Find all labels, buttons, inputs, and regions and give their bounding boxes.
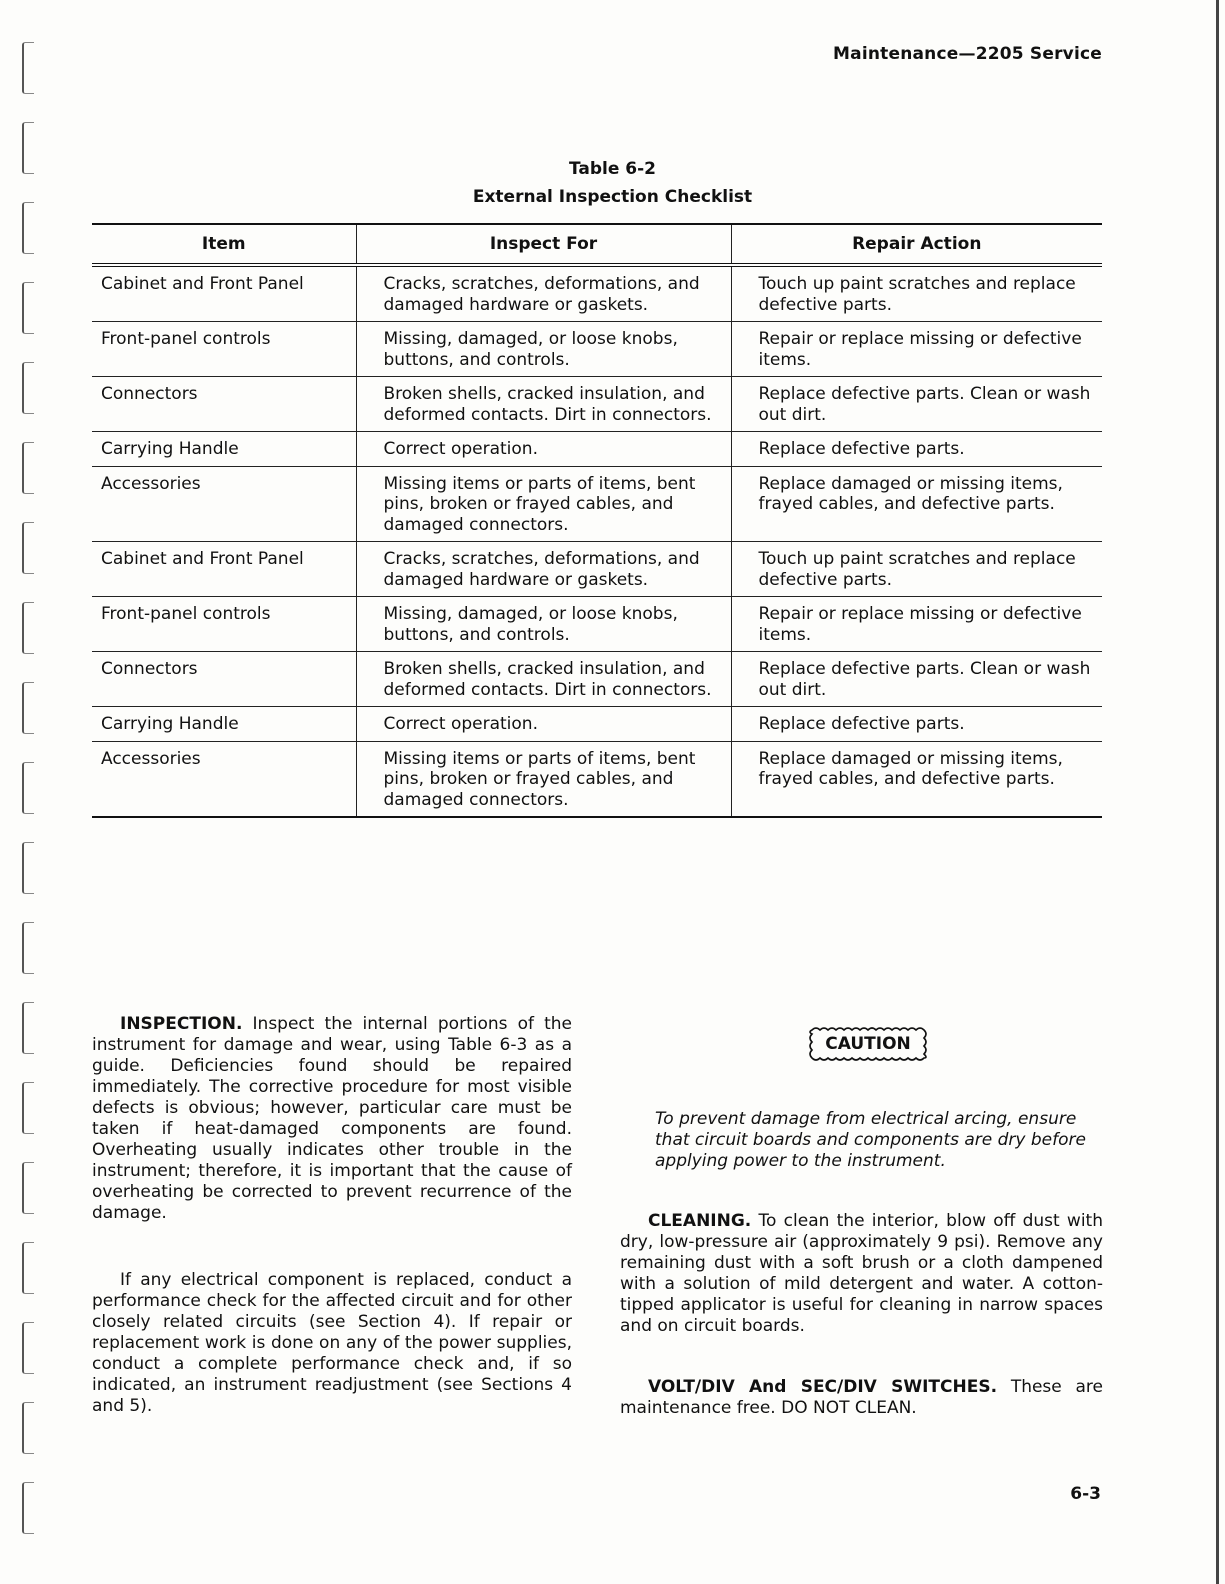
cleaning-heading: CLEANING. (648, 1211, 752, 1231)
table-row (92, 652, 1102, 707)
cell-item: Connectors (92, 652, 356, 707)
cell-item: Accessories (92, 466, 356, 542)
switches-heading: VOLT/DIV And SEC/DIV SWITCHES. (648, 1377, 998, 1397)
cell-inspect-for: Correct operation. (356, 432, 731, 467)
table-number: Table 6-2 (568, 159, 657, 179)
cell-inspect-for: Missing items or parts of items, bent pins, broken or frayed cables, and damaged connectors. (356, 741, 731, 817)
cell-repair-action: Replace defective parts. Clean or wash out dirt. (731, 652, 1102, 707)
table-title: External Inspection Checklist (472, 187, 753, 207)
inspection-heading: INSPECTION. (120, 1014, 243, 1034)
inspection-paragraph (92, 1014, 572, 1224)
replacement-paragraph (92, 1270, 572, 1417)
table-row (92, 265, 1102, 322)
cell-repair-action: Replace damaged or missing items, frayed cables, and defective parts. (731, 741, 1102, 817)
cell-item: Front-panel controls (92, 322, 356, 377)
inspection-text: Inspect the internal portions of the instrument for damage and wear, using Table 6-3 as a guide. Deficiencies found should be repaired immediately. The corrective procedure for most visible defects is obvious; however, particular care must be taken if heat-damaged components are found. Overheating usually indicates other trouble in the instrument; therefore, it is important that the cause of overheating be corrected to prevent recurrence of the damage. (92, 1014, 572, 1223)
cell-repair-action: Replace damaged or missing items, frayed cables, and defective parts. (731, 466, 1102, 542)
cell-inspect-for: Cracks, scratches, deformations, and damaged hardware or gaskets. (356, 542, 731, 597)
cell-inspect-for: Broken shells, cracked insulation, and deformed contacts. Dirt in connectors. (356, 652, 731, 707)
cell-inspect-for: Missing, damaged, or loose knobs, buttons, and controls. (356, 597, 731, 652)
cell-repair-action: Repair or replace missing or defective items. (731, 322, 1102, 377)
cell-repair-action: Replace defective parts. (731, 707, 1102, 742)
cell-inspect-for: Missing items or parts of items, bent pins, broken or frayed cables, and damaged connectors. (356, 466, 731, 542)
cell-inspect-for: Cracks, scratches, deformations, and damaged hardware or gaskets. (356, 265, 731, 322)
table-row (92, 432, 1102, 467)
page-number: 6-3 (1070, 1484, 1101, 1504)
cell-item: Front-panel controls (92, 597, 356, 652)
table-row (92, 466, 1102, 542)
caution-text: To prevent damage from electrical arcing, ensure that circuit boards and components are dry before applying power to the instrument. (655, 1109, 1086, 1171)
running-header: Maintenance—2205 Service (833, 44, 1102, 64)
column-header-item: Item (92, 224, 356, 265)
cell-repair-action: Replace defective parts. Clean or wash out dirt. (731, 377, 1102, 432)
table-row (92, 707, 1102, 742)
binding-holes (18, 30, 44, 1550)
inspection-checklist-table (92, 223, 1102, 818)
switches-paragraph (620, 1377, 1103, 1419)
caution-badge (806, 1024, 930, 1064)
cell-item: Cabinet and Front Panel (92, 542, 356, 597)
cell-repair-action: Replace defective parts. (731, 432, 1102, 467)
cell-item: Connectors (92, 377, 356, 432)
table-row (92, 741, 1102, 817)
column-header-repair-action: Repair Action (731, 224, 1102, 265)
cell-item: Carrying Handle (92, 432, 356, 467)
cell-item: Accessories (92, 741, 356, 817)
table-header-row (92, 224, 1102, 265)
column-header-inspect-for: Inspect For (356, 224, 731, 265)
table-row (92, 597, 1102, 652)
cell-inspect-for: Correct operation. (356, 707, 731, 742)
cell-repair-action: Touch up paint scratches and replace defective parts. (731, 542, 1102, 597)
cell-inspect-for: Missing, damaged, or loose knobs, buttons, and controls. (356, 322, 731, 377)
page-edge (1216, 0, 1219, 1584)
caution-label: CAUTION (825, 1034, 911, 1054)
cleaning-text: To clean the interior, blow off dust with dry, low-pressure air (approximately 9 psi). Remove any remaining dust with a soft brush or a cloth dampened with a solution of mild detergent and water. A cotton-tipped applicator is useful for cleaning in narrow spaces and on circuit boards. (620, 1211, 1103, 1336)
cell-item: Carrying Handle (92, 707, 356, 742)
switches-text: These are maintenance free. DO NOT CLEAN. (620, 1377, 1103, 1418)
cell-item: Cabinet and Front Panel (92, 265, 356, 322)
replacement-text: If any electrical component is replaced, conduct a performance check for the affected circuit and for other closely related circuits (see Section 4). If repair or replacement work is done on any of the power supplies, conduct a complete performance check and, if so indicated, an instrument readjustment (see Sections 4 and 5). (92, 1270, 572, 1416)
table-row (92, 322, 1102, 377)
cell-repair-action: Repair or replace missing or defective items. (731, 597, 1102, 652)
cell-repair-action: Touch up paint scratches and replace defective parts. (731, 265, 1102, 322)
table-row (92, 377, 1102, 432)
table-row (92, 542, 1102, 597)
cleaning-paragraph (620, 1211, 1103, 1337)
cell-inspect-for: Broken shells, cracked insulation, and deformed contacts. Dirt in connectors. (356, 377, 731, 432)
